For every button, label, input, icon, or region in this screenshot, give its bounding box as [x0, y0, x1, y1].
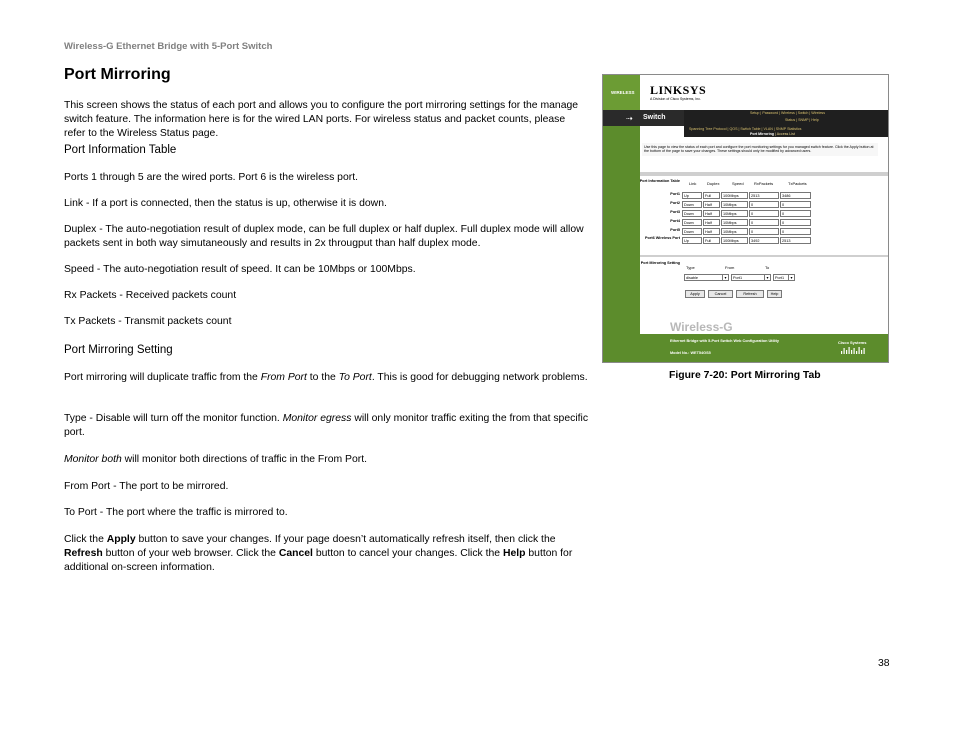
monitor-both-paragraph — [64, 453, 589, 480]
port-information-table-heading: Port Information Table — [64, 144, 177, 156]
cell-tx: 0 — [780, 228, 811, 235]
port-mirroring-setting-heading: Port Mirroring Setting — [64, 344, 173, 356]
text-run: Port mirroring will duplicate traffic from the — [64, 372, 261, 383]
text-run: button to cancel your changes. Click the — [312, 548, 503, 559]
description: Use this page to view the status of each port and configure the port monitoring settings for you managed switch feature. Click the Apply button at the bottom of the page to save your changes. These settings should only be modified by advanced users. — [642, 143, 878, 156]
duplex-paragraph: Duplex - The auto-negotiation result of duplex mode, can be full duplex or half duplex. Full duplex mode will allow packets sent in both way simutaneously and results in 2x througput than half duplex mode. — [64, 224, 584, 249]
linksys-logo: LINKSYS — [650, 83, 707, 97]
cell-speed: 100Mbps — [721, 192, 748, 199]
text-run: Monitor both — [64, 454, 122, 465]
model-number: Model No.: WET54GS5 — [670, 351, 711, 355]
text-run: to the — [306, 372, 339, 383]
cell-rx: 0 — [749, 210, 779, 217]
cell-tx: 3486 — [780, 192, 811, 199]
text-run: will monitor both directions of traffic in the From Port. — [121, 454, 368, 465]
col-txpackets: TxPackets — [788, 181, 807, 186]
cancel-button[interactable]: Cancel — [708, 290, 733, 298]
cell-speed: 10Mbps — [721, 210, 748, 217]
cell-duplex: Half — [703, 228, 720, 235]
tab-access-list[interactable]: Access List — [776, 132, 795, 136]
nav-sub-row[interactable]: Spanning Tree Protocol | QOS | Switch Table | VLAN | SNMP Statistics — [689, 127, 802, 131]
cell-rx: 2513 — [749, 192, 779, 199]
speed-paragraph: Speed - The auto-negotiation result of speed. It can be 10Mbps or 100Mbps. — [64, 264, 416, 275]
text-run: . This is good for debugging network problems. — [371, 372, 588, 383]
from-port-paragraph: From Port - The port to be mirrored. — [64, 481, 229, 492]
figure-caption: Figure 7-20: Port Mirroring Tab — [669, 370, 821, 381]
row-label: Port6 Wireless Port — [645, 236, 680, 240]
cell-link: Up — [682, 192, 702, 199]
col-duplex: Duplex — [707, 181, 720, 186]
from-port-select[interactable] — [731, 274, 771, 281]
col-rxpackets: RxPackets — [754, 181, 774, 186]
body-text — [64, 99, 589, 575]
text-run: Monitor egress — [282, 413, 352, 424]
type-select-value: disable — [686, 276, 699, 280]
cisco-logo-text: Cisco Systems — [838, 340, 867, 345]
cell-tx: 0 — [780, 210, 811, 217]
text-run: will only monitor traffic exiting the from that specific port. — [64, 413, 589, 438]
from-select-value: Port1 — [733, 276, 743, 280]
text-run: Click the — [64, 534, 107, 545]
cell-duplex: Half — [703, 219, 720, 226]
link-paragraph: Link - If a port is connected, then the status is up, otherwise it is down. — [64, 198, 387, 209]
to-header: To — [765, 265, 770, 270]
refresh-button[interactable]: Refresh — [736, 290, 764, 298]
page-header: Wireless-G Ethernet Bridge with 5-Port Switch — [64, 41, 273, 52]
port-mirroring-setting-label: Port Mirroring Setting — [640, 261, 680, 265]
cell-link: Down — [682, 210, 702, 217]
cell-tx: 2513 — [780, 237, 811, 244]
tx-paragraph: Tx Packets - Transmit packets count — [64, 316, 232, 327]
col-link: Link — [689, 181, 697, 186]
row-label: Port2 — [670, 201, 680, 205]
cell-rx: 0 — [749, 228, 779, 235]
nav-main-row-2[interactable]: Status | SNMP | Help — [785, 118, 819, 122]
cell-link: Down — [682, 228, 702, 235]
type-header: Type — [686, 265, 695, 270]
apply-button[interactable]: Apply — [685, 290, 705, 298]
rx-paragraph: Rx Packets - Received packets count — [64, 290, 237, 301]
cell-rx: 0 — [749, 201, 779, 208]
port-mirroring-screenshot — [602, 74, 889, 363]
text-run: button for additional on-screen information. — [64, 548, 573, 573]
type-paragraph — [64, 412, 589, 453]
cell-duplex: Full — [703, 237, 720, 244]
text-run: Refresh — [64, 548, 103, 559]
to-port-select[interactable] — [773, 274, 795, 281]
page-title: Port Mirroring — [64, 66, 171, 83]
nav-sub-row-2[interactable]: Port Mirroring | Access List — [750, 132, 795, 136]
cisco-logo-icon — [840, 346, 868, 355]
arrow-icon: ⇢ — [626, 114, 633, 123]
section-title: Switch — [643, 114, 666, 121]
cell-duplex: Full — [703, 192, 720, 199]
text-run: Help — [502, 548, 526, 559]
cell-link: Down — [682, 201, 702, 208]
row-label: Port1 — [670, 192, 680, 196]
nav-main-row[interactable]: Setup | Password | Wireless | Switch | Wireless — [750, 111, 826, 115]
port-information-table-label: Port Information Table — [639, 179, 680, 183]
cell-rx: 3492 — [749, 237, 779, 244]
cell-tx: 0 — [780, 201, 811, 208]
text-run: Type - Disable will turn off the monitor function. — [64, 413, 283, 424]
page-number: 38 — [878, 658, 890, 669]
cell-rx: 0 — [749, 219, 779, 226]
to-port-paragraph: To Port - The port where the traffic is mirrored to. — [64, 507, 288, 518]
text-run: button to save your changes. If your page doesn’t automatically refresh itself, then click the — [135, 534, 556, 545]
divider — [640, 172, 889, 176]
wireless-label: WIRELESS — [611, 90, 635, 95]
logo-subtitle: A Division of Cisco Systems, Inc. — [650, 97, 701, 101]
brand-subtitle: Ethernet Bridge with 5-Port Switch Web Configuration Utility — [670, 339, 779, 343]
text-run: button of your web browser. Click the — [102, 548, 279, 559]
tab-port-mirroring[interactable]: Port Mirroring — [750, 132, 774, 136]
text-run: To Port — [338, 372, 372, 383]
row-label: Port4 — [670, 219, 680, 223]
intro-paragraph: This screen shows the status of each port and allows you to configure the port mirroring settings for the manage switch feature. The information here is for the wired LAN ports. For wireless status and packet counts, please refer to the Wireless Status page. — [64, 100, 579, 139]
chevron-down-icon: ▾ — [722, 275, 728, 281]
to-select-value: Port1 — [775, 276, 785, 280]
wireless-g-brand: Wireless-G — [670, 320, 733, 334]
cell-speed: 10Mbps — [721, 201, 748, 208]
text-run: Cancel — [278, 548, 313, 559]
text-run: From Port — [260, 372, 307, 383]
click-paragraph — [64, 533, 589, 575]
row-label: Port5 — [670, 228, 680, 232]
help-button[interactable]: Help — [767, 290, 782, 298]
port-mirroring-paragraph — [64, 371, 589, 412]
section-divider — [640, 255, 889, 257]
cell-duplex: Half — [703, 201, 720, 208]
cell-link: Down — [682, 219, 702, 226]
chevron-down-icon: ▾ — [764, 275, 770, 281]
col-speed: Speed — [732, 181, 744, 186]
cell-speed: 100Mbps — [721, 237, 748, 244]
type-select[interactable] — [684, 274, 729, 281]
cell-speed: 10Mbps — [721, 228, 748, 235]
ports-paragraph: Ports 1 through 5 are the wired ports. Port 6 is the wireless port. — [64, 172, 358, 183]
cell-tx: 0 — [780, 219, 811, 226]
cell-link: Up — [682, 237, 702, 244]
from-header: From — [725, 265, 735, 270]
cell-speed: 10Mbps — [721, 219, 748, 226]
row-label: Port3 — [670, 210, 680, 214]
text-run: Apply — [106, 534, 136, 545]
cell-duplex: Half — [703, 210, 720, 217]
chevron-down-icon: ▾ — [788, 275, 794, 281]
